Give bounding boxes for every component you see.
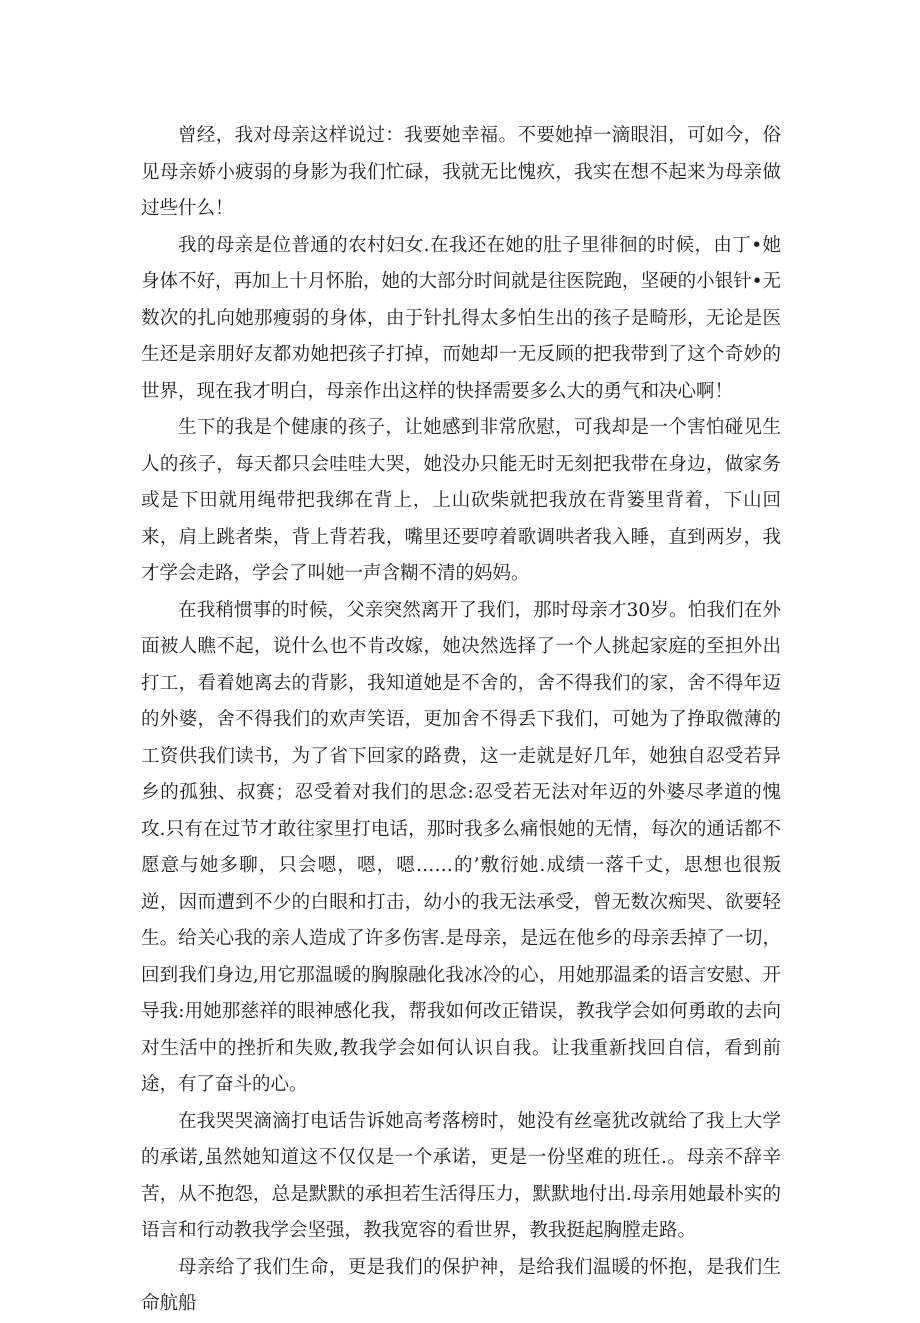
paragraph: 曾经，我对母亲这样说过：我要她幸福。不要她掉一滴眼泪，可如今，俗见母亲娇小疲弱的身影为我们忙碌，我就无比愧疚，我实在想不起来为母亲做过些什么！ xyxy=(141,125,781,219)
paragraph: 我的母亲是位普通的农村妇女.在我还在她的肚子里徘徊的时候，由丁•她身体不好，再加上十月怀胎，她的大部分时间就是往医院跑，坚硬的小银针•无数次的扎向她那瘦弱的身体，由于针扎得太多怕生出的孩子是畸形，无论是医生还是亲朋好友都劝她把孩子打掉，而她却一无反顾的把我带到了这个奇妙的世界，现在我才明白，母亲作出这样的快择需要多么大的勇气和决心啊！ xyxy=(141,234,781,402)
paragraph: 在我稍惯事的时候，父亲突然离开了我们，那时母亲才30岁。怕我们在外面被人瞧不起，说什么也不肯改嫁，她决然选择了一个人挑起家庭的至担外出打工，看着她离去的背影，我知道她是不舍的，舍不得我们的家，舍不得年迈的外婆，舍不得我们的欢声笑语，更加舍不得丢下我们，可她为了挣取微薄的工资供我们读书，为了省下回家的路费，这一走就是好几年，她独自忍受若异乡的孤独、叔赛；忍受着对我们的思念:忍受若无法对年迈的外婆尽孝道的愧攻.只有在过节才敢往家里打电话，那时我多么痛恨她的无情，每次的通话都不愿意与她多聊，只会嗯，嗯，嗯……的’敷衍她.成绩一落千丈，思想也很叛逆，因而遭到不少的白眼和打击，幼小的我无法承受，曾无数次痴哭、欲要轻生。给关心我的亲人造成了许多伤害.是母亲，是远在他乡的母亲丢掉了一切，回到我们身边,用它那温暖的胸腺融化我冰冷的心，用她那温柔的语言安慰、开导我:用她那慈祥的眼神感化我，帮我如何改正错误，教我学会如何勇敢的去向对生活中的挫折和失败,教我学会如何认识自我。让我重新找回自信，看到前途，有了奋斗的心。 xyxy=(141,599,781,1095)
paragraph: 在我哭哭滴滴打电话告诉她高考落榜时，她没有丝毫犹改就给了我上大学的承诺,虽然她知道这不仅仅是一个承诺，更是一份坚难的班任.。母亲不辞辛苦，从不抱怨，总是默默的承担若生活得压力，默默地付出.母亲用她最朴实的语言和行动教我学会坚强，教我宽容的看世界，教我挺起胸膛走路。 xyxy=(141,1110,781,1241)
paragraph: 生下的我是个健康的孩子，让她感到非常欣慰，可我却是一个害怕碰见生人的孩子，每天都只会哇哇大哭，她没办只能无时无刻把我带在身边，做家务或是下田就用绳带把我绑在背上，上山砍柴就把我放在背篓里背着，下山回来，肩上跳者柴，背上背若我，嘴里还要哼着歌调哄者我入睡，直到两岁，我才学会走路，学会了叫她一声含糊不清的妈妈。 xyxy=(141,417,781,584)
paragraph: 母亲给了我们生命，更是我们的保护神，是给我们温暖的怀抱，是我们生命航船 xyxy=(141,1256,781,1314)
document-body xyxy=(141,118,781,1323)
